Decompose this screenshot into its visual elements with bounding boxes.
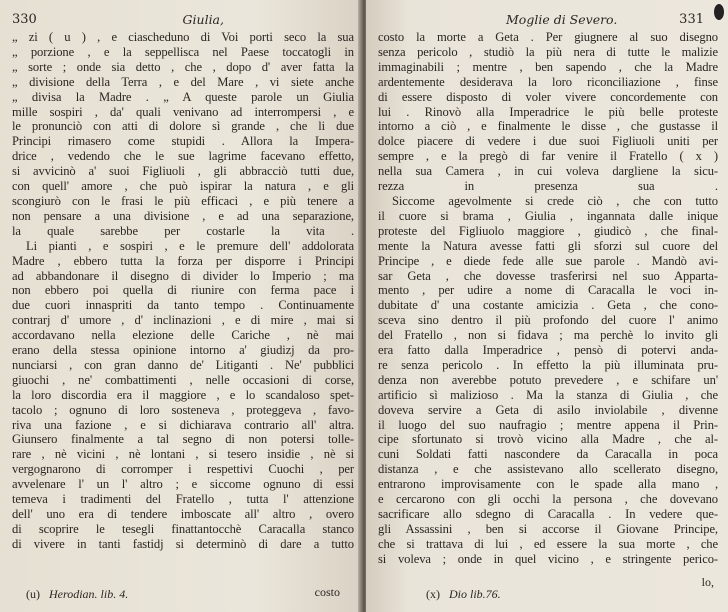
left-running-head: Giulia, [182, 12, 224, 27]
text-line: mente la Natura avesse fatti gli sforzi sul cuore del [378, 238, 718, 253]
right-footnote-text: Dio lib.76. [449, 587, 501, 601]
text-line: era fatto dalla Imperadrice , pensò di potervi anda- [378, 343, 718, 358]
text-line: riva una fazione , e si dichiarava contrario all' altra. [12, 417, 354, 432]
text-line: le pronunciò con atti di dolore sì grande , che li due [12, 119, 354, 134]
text-line: cuni Soldati fatti nascondere da Caracalla in poca [378, 447, 718, 462]
text-line: tacolo ; ognuno di loro sosteneva , proteggeva , favo- [12, 402, 354, 417]
text-line: rezza in presenza sua . [378, 179, 718, 194]
text-line: con quell' amore , che può ispirar la natura , e gli [12, 179, 354, 194]
text-line: di scoprire le tesegli finattantocchè Caracalla stanco [12, 521, 354, 536]
text-line: sacrificare allo sdegno di Caracalla . In vedere que- [378, 507, 718, 521]
right-page-number: 331 [679, 12, 704, 27]
text-line: il cuore si brama , Giulia , ingannata dalle inique [378, 208, 718, 223]
right-running-head: Moglie di Severo. [506, 12, 618, 27]
text-line: gli Assassini , ben si accorse il Giovane Principe, [378, 521, 718, 536]
text-line: denza non averebbe potuto prevedere , e schifare un' [378, 372, 718, 387]
text-line: costo la morte a Geta . Per giugnere al suo disegno [378, 30, 718, 44]
text-line: sceva sino dentro il più profondo del cuore l' animo [378, 313, 718, 328]
text-line: drice , vedendo che le sue lagrime facevano effetto, [12, 149, 354, 164]
text-line: mille sospiri , da' quali venivano ad interrompersi , e [12, 104, 354, 119]
text-line: Principi rimasero come stupidi . Allora la Impera- [12, 134, 354, 149]
text-line: la loro discordia era il maggiore , e lo scandaloso spet- [12, 387, 354, 402]
text-line: contrarj d' umore , d' inclinazioni , e di mire , mai si [12, 313, 354, 328]
text-line: vergognarono di corromper i respettivi Cuochi , per [12, 462, 354, 477]
text-line: artificio sì malizioso . Ma la stanza di Giulia , che [378, 387, 718, 402]
text-line: re senza pericolo . In effetto la più illuminata pru- [378, 357, 718, 372]
text-line: intorno a ciò , e finalmente le disse , che gustasse il [378, 119, 718, 134]
text-line: accordavano nella elezione delle Cariche , nè mai [12, 328, 354, 343]
right-page [366, 0, 728, 612]
text-line: la quale sarebbe per costarle la vita . [12, 223, 354, 238]
text-line: Principe , e diede fede alle sue parole . Mandò avi- [378, 253, 718, 268]
text-line: „ divisione della Terra , e del Mare , vi siete anche [12, 74, 354, 89]
text-line: si avvicinò a' suoi Figliuoli , gli abbracciò tutti due, [12, 164, 354, 179]
text-line: „ divisa la Madre . „ A queste parole un Giulia [12, 89, 354, 104]
text-line: Giunsero finalmente a tal segno di non potersi tolle- [12, 432, 354, 447]
text-line: erano della stessa opinione intorno a' giudizj da pro- [12, 343, 354, 358]
left-page-header [12, 10, 354, 30]
right-catchword: lo, [701, 575, 714, 589]
text-line: Siccome agevolmente si crede ciò , che con tutto [392, 193, 718, 208]
left-page-number: 330 [12, 12, 37, 27]
text-line: dolce piacere di vedere i due suoi Figliuoli uniti per [378, 134, 718, 149]
left-footnote [26, 587, 128, 602]
left-footnote-mark: (u) [26, 587, 40, 601]
text-line: ardentemente desiderava la loro riconciliazione , finse [378, 74, 718, 89]
left-footnote-text: Herodian. lib. 4. [49, 587, 129, 601]
text-line: rare , nè vicini , nè lontani , si tesero insidie , nè si [12, 447, 354, 462]
text-line: dell' uno era di tendere imboscate all' altro , overo [12, 507, 354, 521]
text-line: sempre , e la pregò di far venire il Fratello ( x ) [378, 149, 718, 164]
left-page [0, 0, 362, 612]
text-line: ad abbandonare il disegno di divider lo Imperio ; ma [12, 268, 354, 283]
text-line: e cercarono con gli occhi la persona , che dovevano [378, 492, 718, 507]
right-page-header [378, 10, 718, 30]
text-line: di essere disposto di voler vivere concordemente con [378, 89, 718, 104]
text-line: scongiurò con le frasi le più efficaci , e più tenere a [12, 193, 354, 208]
text-line: doveva servire a Geta di asilo inviolabile , divenne [378, 402, 718, 417]
text-line: dubitate d' una costante amicizia . Geta , che cono- [378, 298, 718, 313]
text-line: „ porzione , e la seppellisca nel Paese toccatogli in [12, 44, 354, 59]
text-line: senza pericolo , studiò la più nera di tutte le malizie [378, 44, 718, 59]
text-line: sar Geta , che dovesse trasferirsi nel suo Apparta- [378, 268, 718, 283]
text-line: lui . Rinovò alla Imperadrice le più belle proteste [378, 104, 718, 119]
text-line: „ sorte ; onde sia detto , che , dopo d' aver fatta la [12, 59, 354, 74]
text-line: che si trattava di lui , ed essere la sua morte , che [378, 536, 718, 551]
text-line: avvelenare l' un l' altro ; e siccome ognuno di essi [12, 477, 354, 492]
text-line: Madre , ebbero tutta la forza per disporre i Principi [12, 253, 354, 268]
text-line: Li pianti , e sospiri , e le premure dell' addolorata [26, 238, 354, 253]
text-line: non ebbero poi quella di riunire con ferma pace i [12, 283, 354, 298]
text-line: il luogo del suo naufragio ; mentre appena il Prin- [378, 417, 718, 432]
text-line: del Fratello , non si fidava ; ma perchè lo invito gli [378, 328, 718, 343]
text-line: due cuori innaspriti da tanto tempo . Continuamente [12, 298, 354, 313]
ink-blot [714, 4, 724, 20]
text-line: nella sua Camera , in cui voleva dargliene la sicu- [378, 164, 718, 179]
text-line: „ zi ( u ) , e ciascheduno di Voi porti seco la sua [12, 30, 354, 44]
text-line: mento , per udire a nome di Caracalla le voci in- [378, 283, 718, 298]
text-line: temeva i tradimenti del Fratello , tutta l' attenzione [12, 492, 354, 507]
text-line: proteste del Figliuolo maggiore , giudicò , che final- [378, 223, 718, 238]
right-footnote-mark: (x) [426, 587, 440, 601]
left-page-text [12, 30, 354, 552]
text-line: cipe sfortunato si trovò vicino alla Madre , che al- [378, 432, 718, 447]
text-line: nunciarsi , con gran danno de' Litiganti . Ne' pubblici [12, 357, 354, 372]
text-line: giuochi , ne' combattimenti , nelle occasioni di corse, [12, 372, 354, 387]
text-line: immaginabili ; mentre , ben sapendo , che la Madre [378, 59, 718, 74]
right-footnote [426, 587, 501, 602]
left-catchword: costo [314, 585, 340, 599]
text-line: si voleva ; onde in quel vicino , e stringente perico- [378, 551, 718, 566]
text-line: di vivere in tanti fastidj si determinò di dare a tutto [12, 536, 354, 551]
right-page-text [378, 30, 718, 567]
text-line: non pensare a una divisione , e ad una separazione, [12, 208, 354, 223]
text-line: distanza , e che assistevano allo scellerato disegno, [378, 462, 718, 477]
text-line: entrarono improvisamente con le spade alla mano , [378, 477, 718, 492]
